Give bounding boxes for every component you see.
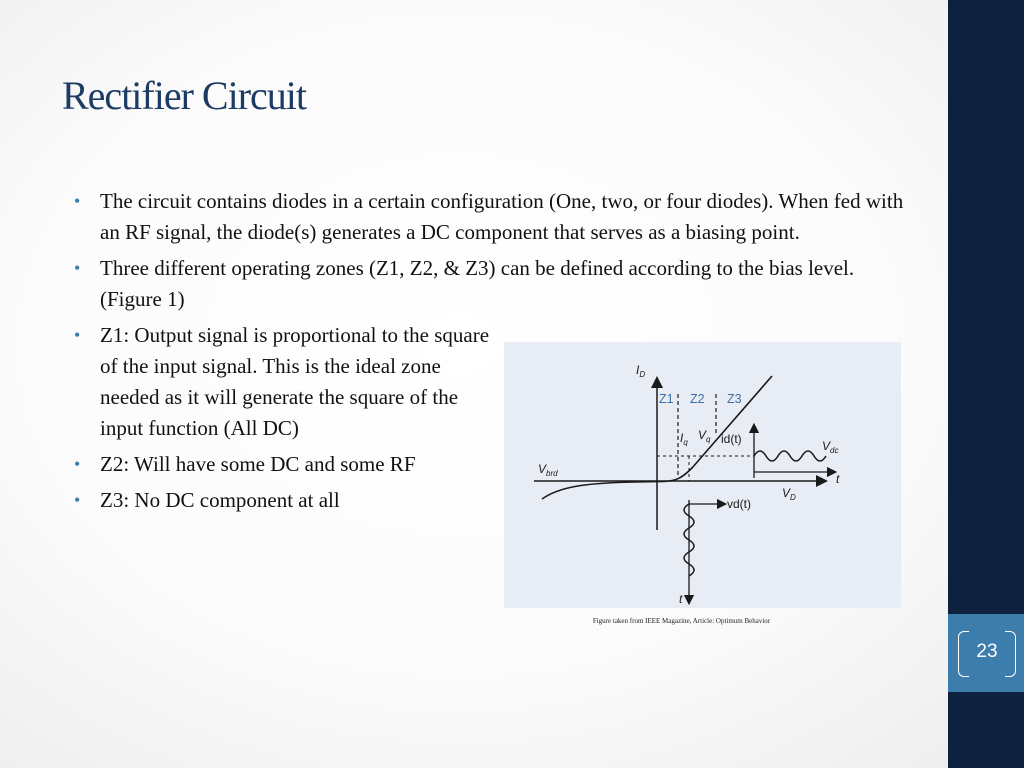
zone-z1-label: Z1 (659, 392, 674, 406)
vdt-label: vd(t) (727, 497, 751, 511)
figure-caption: Figure taken from IEEE Magazine, Article: Optimum Behavior (592, 617, 771, 625)
idt-waveform (754, 451, 826, 461)
page-number: 23 (976, 641, 998, 662)
idt-label: id(t) (721, 432, 742, 446)
page-number-frame (958, 631, 1016, 677)
bullet-text: Z2: Will have some DC and some RF (100, 452, 416, 476)
bullet-dot-icon: • (74, 258, 81, 278)
diode-iv-figure (504, 342, 901, 608)
left-bracket-shape (958, 631, 969, 677)
id-axis-label: $I_D$ (636, 363, 646, 379)
bullet-dot-icon: • (74, 490, 81, 510)
bullet-dot-icon: • (74, 454, 81, 474)
bullet-item (74, 320, 500, 444)
bullet-item (74, 186, 904, 248)
bullet-dot-icon: • (74, 325, 81, 345)
right-bracket-shape (1005, 631, 1016, 677)
bullet-text: Z1: Output signal is proportional to the square of the input signal. This is the ideal zone needed as it will generate the square of the input function (All DC) (100, 323, 490, 440)
vbrd-label: $V_{brd}$ (538, 462, 558, 478)
bullet-text: Three different operating zones (Z1, Z2, & Z3) can be defined according to the bias level. (Figure 1) (100, 256, 855, 311)
diode-iv-diagram (504, 342, 901, 608)
iq-label: $I_q$ (680, 431, 688, 447)
zone-z2-label: Z2 (690, 392, 705, 406)
slide-title: Rectifier Circuit (62, 73, 307, 118)
vd-axis-label: $V_D$ (782, 486, 796, 502)
bullet-item (74, 253, 904, 315)
zone-z3-label: Z3 (727, 392, 742, 406)
bullet-text: The circuit contains diodes in a certain configuration (One, two, or four diodes). When fed with an RF signal, the diode(s) generates a DC component that serves as a biasing point. (100, 189, 904, 244)
vq-label: $V_q$ (698, 428, 711, 444)
bullet-dot-icon: • (74, 191, 81, 211)
bullet-text: Z3: No DC component at all (100, 488, 340, 512)
bullet-item (74, 449, 500, 480)
bullet-item (74, 485, 500, 516)
t-right-label: t (836, 472, 840, 486)
t-bottom-label: t (679, 592, 683, 606)
vdc-label: $V_{dc}$ (822, 439, 839, 455)
